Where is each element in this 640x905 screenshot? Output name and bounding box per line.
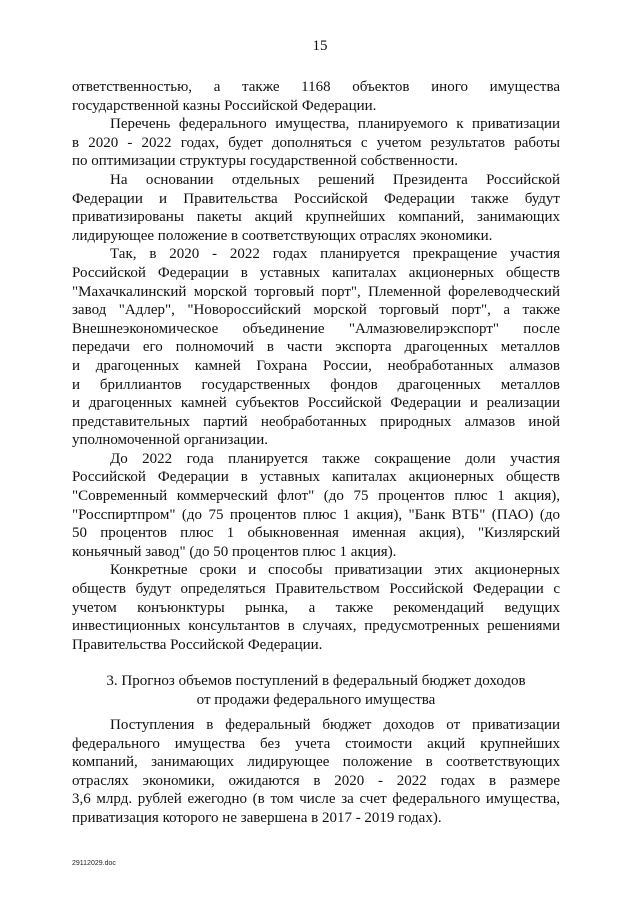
text-line: лидирующее положение в соответствующих отраслях экономики.	[72, 227, 493, 244]
paragraph	[72, 450, 560, 562]
text-line: Поступления в федеральный бюджет доходов от приватизации	[110, 717, 560, 733]
paragraph	[72, 245, 560, 450]
text-line: "Современный коммерческий флот" (до 75 процентов плюс 1 акция),	[72, 488, 560, 505]
text-line: и бриллиантов государственных фондов драгоценных металлов	[72, 376, 560, 393]
text-line: "Росспиртпром" (до 75 процентов плюс 1 акция), "Банк ВТБ" (ПАО) (до	[72, 506, 560, 523]
text-line: федерального имущества без учета стоимости акций крупнейших	[72, 735, 560, 752]
text-line: Федерации и Правительства Российской Федерации также будут	[72, 190, 560, 207]
text-line: отраслях экономики, ожидаются в 2020 - 2022 годах в размере	[72, 772, 560, 789]
text-line: приватизация которого не завершена в 2017 - 2019 годах).	[72, 809, 442, 826]
text-line: по оптимизации структуры государственной собственности.	[72, 153, 459, 170]
document-body	[72, 78, 560, 654]
text-line: компаний, занимающих лидирующее положение в соответствующих	[72, 754, 560, 771]
paragraph	[72, 171, 560, 245]
text-line: Правительства Российской Федерации.	[72, 636, 323, 653]
text-line: Внешнеэкономическое объединение "Алмазювелирэкспорт" после	[72, 320, 560, 337]
text-line: коньячный завод" (до 50 процентов плюс 1 акция).	[72, 543, 397, 560]
section-paragraph	[72, 716, 560, 828]
text-line: ответственностью, а также 1168 объектов иного имущества	[72, 79, 560, 95]
section-heading-line: 3. Прогноз объемов поступлений в федеральный бюджет доходов	[106, 673, 526, 689]
text-line: инвестиционных консультантов в случаях, предусмотренных решениями	[72, 618, 560, 635]
page-number: 15	[312, 38, 328, 54]
text-line: государственной казны Российской Федерации.	[72, 97, 377, 114]
text-line: 50 процентов плюс 1 обыкновенная именная акция), "Кизлярский	[72, 525, 560, 542]
text-line: Так, в 2020 - 2022 годах планируется прекращение участия	[110, 246, 560, 263]
text-line: учетом конъюнктуры рынка, а также рекомендаций ведущих	[72, 599, 560, 616]
text-line: 3,6 млрд. рублей ежегодно (в том числе за счет федерального имущества,	[72, 791, 560, 808]
paragraph	[72, 115, 560, 171]
text-line: передачи его полномочий в части экспорта драгоценных металлов	[72, 339, 560, 356]
text-line: До 2022 года планируется также сокращение доли участия	[110, 450, 560, 467]
text-line: представительных партий необработанных природных алмазов иной	[72, 413, 560, 430]
text-line: обществ будут определяться Правительством Российской Федерации с	[72, 581, 560, 598]
section-heading-line: от продажи федерального имущества	[196, 691, 436, 708]
text-line: Перечень федерального имущества, планируемого к приватизации	[110, 116, 560, 133]
section-heading	[72, 672, 560, 709]
paragraph	[72, 78, 560, 115]
text-line: Российской Федерации в уставных капиталах акционерных обществ	[72, 469, 560, 486]
paragraph	[72, 561, 560, 654]
text-line: завод "Адлер", "Новороссийский морской торговый порт", а также	[72, 302, 560, 319]
text-line: Конкретные сроки и способы приватизации этих акционерных	[110, 562, 560, 579]
text-line: "Махачкалинский морской торговый порт", Племенной форелеводческий	[72, 283, 560, 300]
text-line: На основании отдельных решений Президента Российской	[110, 171, 560, 188]
text-line: приватизированы пакеты акций крупнейших компаний, занимающих	[72, 209, 560, 226]
text-line: и драгоценных камней Гохрана России, необработанных алмазов	[72, 357, 560, 374]
text-line: и драгоценных камней субъектов Российской Федерации и реализации	[72, 395, 560, 412]
text-line: уполномоченной организации.	[72, 432, 268, 449]
text-line: в 2020 - 2022 годах, будет дополняться с учетом результатов работы	[72, 134, 560, 151]
text-line: Российской Федерации в уставных капиталах акционерных обществ	[72, 264, 560, 281]
document-file-id: 29112029.doc	[72, 860, 116, 867]
